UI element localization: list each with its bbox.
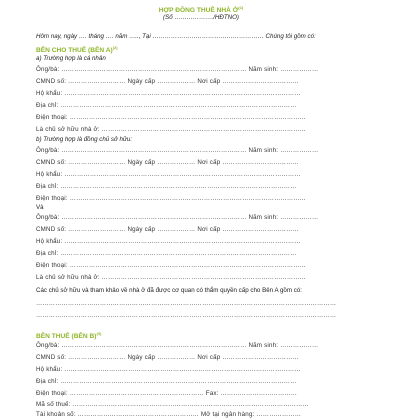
co-owner2-address-row: Địa chỉ: ………………………………………………………………………………………………… (36, 250, 297, 257)
blank-line: …………………………………………………………………………………………………………………………… (36, 300, 337, 307)
blank-line: …………………………………………………………………………………………………………………………… (36, 312, 337, 319)
side-a-name-row: Ông/bà: …………………………………………………………………………… Năm sinh: ……………… (36, 66, 319, 73)
side-a-heading: BÊN CHO THUÊ (BÊN A)$^{(2)}$ (36, 45, 118, 55)
case-individual-label: a) Trường hợp là cá nhân (36, 55, 106, 62)
co-owner-owner-row: Là chủ sở hữu nhà ở: …………………………………………………………………………………… (36, 274, 307, 281)
co-owner2-household-row: Hộ khẩu: ………………………………………………………………………………………………… (36, 238, 301, 245)
co-owner1-name-row: Ông/bà: …………………………………………………………………………… Năm sinh: ……………… (36, 147, 319, 154)
co-owner1-address-row: Địa chỉ: ………………………………………………………………………………………………… (36, 183, 297, 190)
side-a-id-row: CMND số: ……………………… Ngày cấp ……………… Nơi cấp ……………………………… (36, 78, 299, 85)
co-owner2-id-row: CMND số: ……………………… Ngày cấp ……………… Nơi cấp ……………………………… (36, 226, 299, 233)
co-owner1-phone-row: Điện thoại: ………………………………………………………………………………………………… (36, 195, 307, 202)
side-b-account-row: Tài khoản số: ………………………………………………… Mở tại ngân hàng: ………………… (36, 411, 302, 418)
case-co-owner-label: b) Trường hợp là đồng chủ sở hữu: (36, 136, 132, 143)
contract-number-line: (Số ………………./HĐTNO) (163, 14, 239, 21)
co-owner1-id-row: CMND số: ……………………… Ngày cấp ……………… Nơi cấp ……………………………… (36, 159, 299, 166)
side-a-address-row: Địa chỉ: ………………………………………………………………………………………………… (36, 102, 297, 109)
side-b-tax-row: Mã số thuế: ………………………………………………………………………………………………… (36, 401, 309, 408)
and-connector: Và (36, 204, 44, 211)
side-a-phone-row: Điện thoại: ………………………………………………………………………………………………… (36, 114, 307, 121)
side-b-household-row: Hộ khẩu: ………………………………………………………………………………………………… (36, 366, 301, 373)
side-b-address-row: Địa chỉ: ………………………………………………………………………………………………… (36, 378, 297, 385)
side-a-owner-row: Là chủ sở hữu nhà ở: …………………………………………………………………………………… (36, 126, 307, 133)
side-b-heading: BÊN THUÊ (BÊN B)$^{(3)}$ (36, 331, 102, 341)
intro-line: Hôm nay, ngày …. tháng …. năm ….., Tại ……………………………………………… Chúng tôi gồm có: (36, 33, 316, 40)
side-b-phone-row: Điện thoại: ……………………………………………………… Fax: ……………………………… (36, 390, 298, 397)
co-owner2-name-row: Ông/bà: …………………………………………………………………………… Năm sinh: ……………… (36, 214, 319, 221)
co-owners-text: Các chủ sở hữu và tham khảo về nhà ở đã được cơ quan có thẩm quyền cấp cho Bên A gồm có: (36, 287, 302, 294)
document-title: HỢP ĐỒNG THUÊ NHÀ Ở$^{(1)}$ (158, 5, 244, 15)
co-owner1-household-row: Hộ khẩu: ………………………………………………………………………………………………… (36, 171, 301, 178)
co-owner2-phone-row: Điện thoại: ………………………………………………………………………………………………… (36, 262, 307, 269)
side-b-id-row: CMND số: ……………………… Ngày cấp ……………… Nơi cấp ……………………………… (36, 354, 299, 361)
side-a-household-row: Hộ khẩu: ………………………………………………………………………………………………… (36, 90, 301, 97)
side-b-name-row: Ông/bà: …………………………………………………………………………… Năm sinh: ……………… (36, 342, 319, 349)
